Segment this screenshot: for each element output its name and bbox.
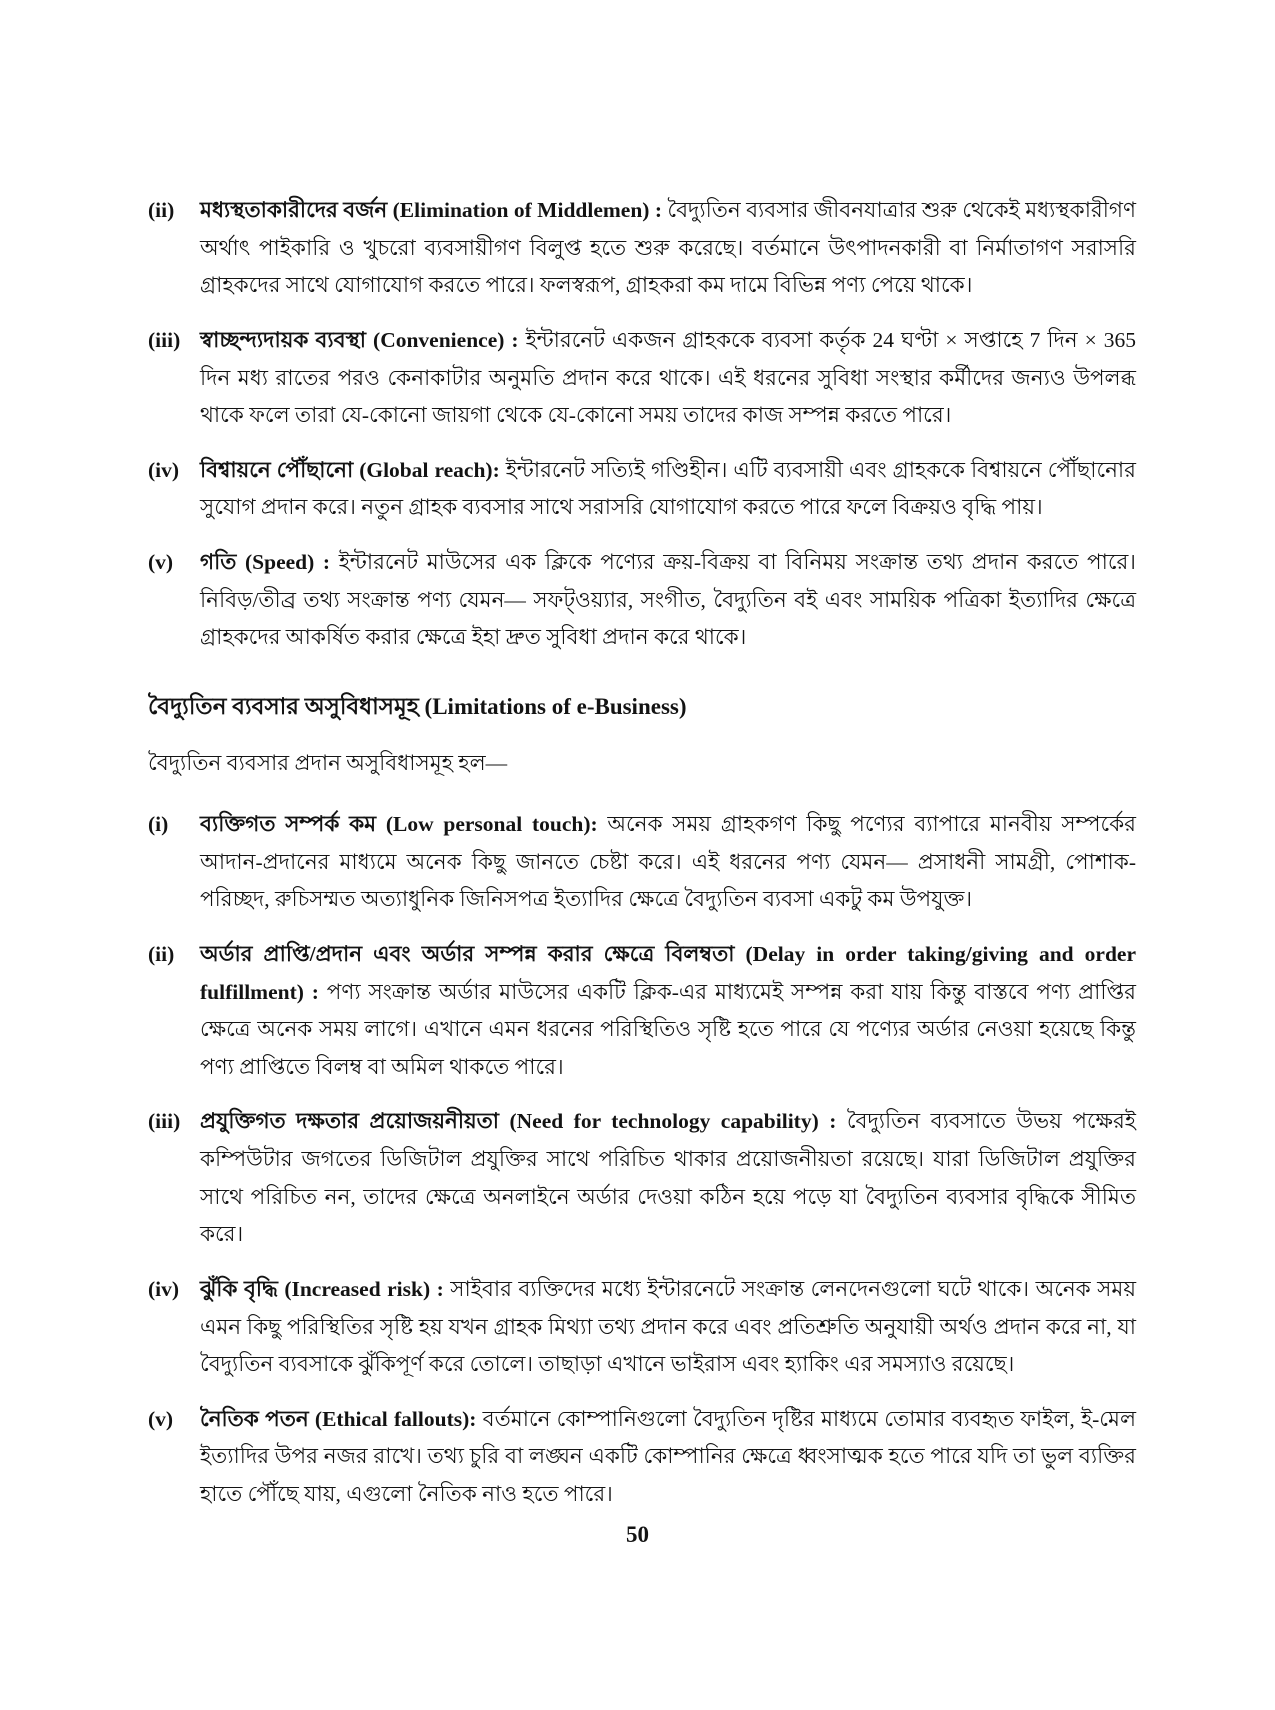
list-item — [148, 452, 1136, 527]
item-lead: বিশ্বায়নে পৌঁছানো (Global reach): — [200, 457, 506, 482]
list-marker: (i) — [148, 812, 169, 837]
item-body: ইন্টারনেট একজন গ্রাহককে ব্যবসা কর্তৃক 24 ঘণ্টা × সপ্তাহে 7 দিন × 365 দিন মধ্য রাতের পরও কেনাকাটার অনুমতি প্রদান করে থাকে। এই ধরনের সুবিধা সংস্থার কর্মীদের জন্যও উপলব্ধ থাকে ফলে তারা যে-কোনো জায়গা থেকে যে-কোনো সময় তাদের কাজ সম্পন্ন করতে পারে। — [200, 327, 1136, 428]
list-marker: (iv) — [148, 1276, 180, 1301]
item-lead: স্বাচ্ছন্দ্যদায়ক ব্যবস্থা (Convenience) : — [200, 327, 526, 352]
list-marker: (ii) — [148, 941, 175, 966]
list-item-text — [200, 322, 1136, 435]
list-item — [148, 322, 1136, 435]
item-lead: গতি (Speed) : — [200, 550, 339, 574]
item-body: ইন্টারনেট মাউসের এক ক্লিকে পণ্যের ক্রয়-বিক্রয় বা বিনিময় সংক্রান্ত তথ্য প্রদান করতে পারে। নিবিড়/তীব্র তথ্য সংক্রান্ত পণ্য যেমন— সফট্‌ওয়্যার, সংগীত, বৈদ্যুতিন বই এবং সাময়িক পত্রিকা ইত্যাদির ক্ষেত্রে গ্রাহকদের আকর্ষিত করার ক্ষেত্রে ইহা দ্রুত সুবিধা প্রদান করে থাকে। — [200, 550, 1136, 650]
list-marker: (v) — [148, 1406, 174, 1431]
list-item — [148, 1401, 1136, 1514]
item-body: ইন্টারনেট সত্যিই গণ্ডিহীন। এটি ব্যবসায়ী এবং গ্রাহককে বিশ্বায়নে পৌঁছানোর সুযোগ প্রদান করে। নতুন গ্রাহক ব্যবসার সাথে সরাসরি যোগাযোগ করতে পারে ফলে বিক্রয়ও বৃদ্ধি পায়। — [200, 457, 1136, 520]
item-lead: মধ্যস্থতাকারীদের বর্জন (Elimination of Middlemen) : — [200, 198, 668, 222]
list-item — [148, 544, 1136, 657]
list-item-text — [200, 192, 1136, 305]
section-heading: বৈদ্যুতিন ব্যবসার অসুবিধাসমূহ (Limitations of e-Business) — [148, 693, 687, 719]
item-lead: প্রযুক্তিগত দক্ষতার প্রয়োজয়নীয়তা (Need for technology capability) : — [200, 1109, 847, 1134]
list-item-text — [200, 936, 1136, 1087]
item-body: পণ্য সংক্রান্ত অর্ডার মাউসের একটি ক্লিক-এর মাধ্যমেই সম্পন্ন করা যায় কিন্তু বাস্তবে পণ্য প্রাপ্তির ক্ষেত্রে অনেক সময় লাগে। এখানে এমন ধরনের পরিস্থিতিও সৃষ্টি হতে পারে যে পণ্যের অর্ডার নেওয়া হয়েছে কিন্তু পণ্য প্রাপ্তিতে বিলম্ব বা অমিল থাকতে পারে। — [200, 979, 1136, 1079]
item-body: বৈদ্যুতিন ব্যবসার জীবনযাত্রার শুরু থেকেই মধ্যস্থকারীগণ অর্থাৎ পাইকারি ও খুচরো ব্যবসায়ীগণ বিলুপ্ত হতে শুরু করেছে। বর্তমানে উৎপাদনকারী বা নির্মাতাগণ সরাসরি গ্রাহকদের সাথে যোগাযোগ করতে পারে। ফলস্বরূপ, গ্রাহকরা কম দামে বিভিন্ন পণ্য পেয়ে থাকে। — [200, 198, 1136, 298]
list-marker: (iii) — [148, 327, 181, 352]
list-marker: (iv) — [148, 457, 180, 482]
item-body: সাইবার ব্যক্তিদের মধ্যে ইন্টারনেটে সংক্রান্ত লেনদেনগুলো ঘটে থাকে। অনেক সময় এমন কিছু পরিস্থিতির সৃষ্টি হয় যখন গ্রাহক মিথ্যা তথ্য প্রদান করে এবং প্রতিশ্রুতি অনুযায়ী অর্থও প্রদান করে না, যা বৈদ্যুতিন ব্যবসাকে ঝুঁকিপূর্ণ করে তোলে। তাছাড়া এখানে ভাইরাস এবং হ্যাকিং এর সমস্যাও রয়েছে। — [200, 1276, 1136, 1377]
item-lead: ব্যক্তিগত সম্পর্ক কম (Low personal touch): — [200, 812, 608, 837]
page-content — [148, 192, 1136, 1531]
list-marker: (v) — [148, 550, 174, 574]
list-item — [148, 1271, 1136, 1384]
item-body: অনেক সময় গ্রাহকগণ কিছু পণ্যের ব্যাপারে মানবীয় সম্পর্কের আদান-প্রদানের মাধ্যমে অনেক কিছু জানতে চেষ্টা করে। এই ধরনের পণ্য যেমন— প্রসাধনী সামগ্রী, পোশাক-পরিচ্ছদ, রুচিসম্মত অত্যাধুনিক জিনিসপত্র ইত্যাদির ক্ষেত্রে বৈদ্যুতিন ব্যবসা একটু কম উপযুক্ত। — [200, 812, 1136, 912]
list-item-text — [200, 1271, 1136, 1384]
list-item-text — [200, 1103, 1136, 1254]
list-item — [148, 806, 1136, 919]
list-marker: (iii) — [148, 1109, 181, 1134]
item-body: বৈদ্যুতিন ব্যবসাতে উভয় পক্ষেরই কম্পিউটার জগতের ডিজিটাল প্রযুক্তির সাথে পরিচিত থাকার প্রয়োজনীয়তা রয়েছে। যারা ডিজিটাল প্রযুক্তির সাথে পরিচিত নন, তাদের ক্ষেত্রে অনলাইনে অর্ডার দেওয়া কঠিন হয়ে পড়ে যা বৈদ্যুতিন ব্যবসার বৃদ্ধিকে সীমিত করে। — [200, 1109, 1136, 1247]
list-item — [148, 1103, 1136, 1254]
list-item — [148, 192, 1136, 305]
item-body: বর্তমানে কোম্পানিগুলো বৈদ্যুতিন দৃষ্টির মাধ্যমে তোমার ব্যবহৃত ফাইল, ই-মেল ইত্যাদির উপর নজর রাখে। তথ্য চুরি বা লঙ্ঘন একটি কোম্পানির ক্ষেত্রে ধ্বংসাত্মক হতে পারে যদি তা ভুল ব্যক্তির হাতে পৌঁছে যায়, এগুলো নৈতিক নাও হতে পারে। — [200, 1406, 1136, 1507]
page-number: 50 — [626, 1522, 649, 1547]
list-item-text — [200, 1401, 1136, 1514]
list-item — [148, 936, 1136, 1087]
list-item-text — [200, 452, 1136, 527]
list-item-text — [200, 544, 1136, 657]
item-lead: অর্ডার প্রাপ্তি/প্রদান এবং অর্ডার সম্পন্ন করার ক্ষেত্রে বিলম্বতা (Delay in order taking/giving and order fulfillment) : — [200, 941, 1136, 1004]
item-lead: নৈতিক পতন (Ethical fallouts): — [200, 1406, 483, 1431]
list-marker: (ii) — [148, 198, 175, 222]
section-intro: বৈদ্যুতিন ব্যবসার প্রদান অসুবিধাসমূহ হল— — [148, 750, 508, 775]
list-item-text — [200, 806, 1136, 919]
item-lead: ঝুঁকি বৃদ্ধি (Increased risk) : — [200, 1276, 451, 1301]
